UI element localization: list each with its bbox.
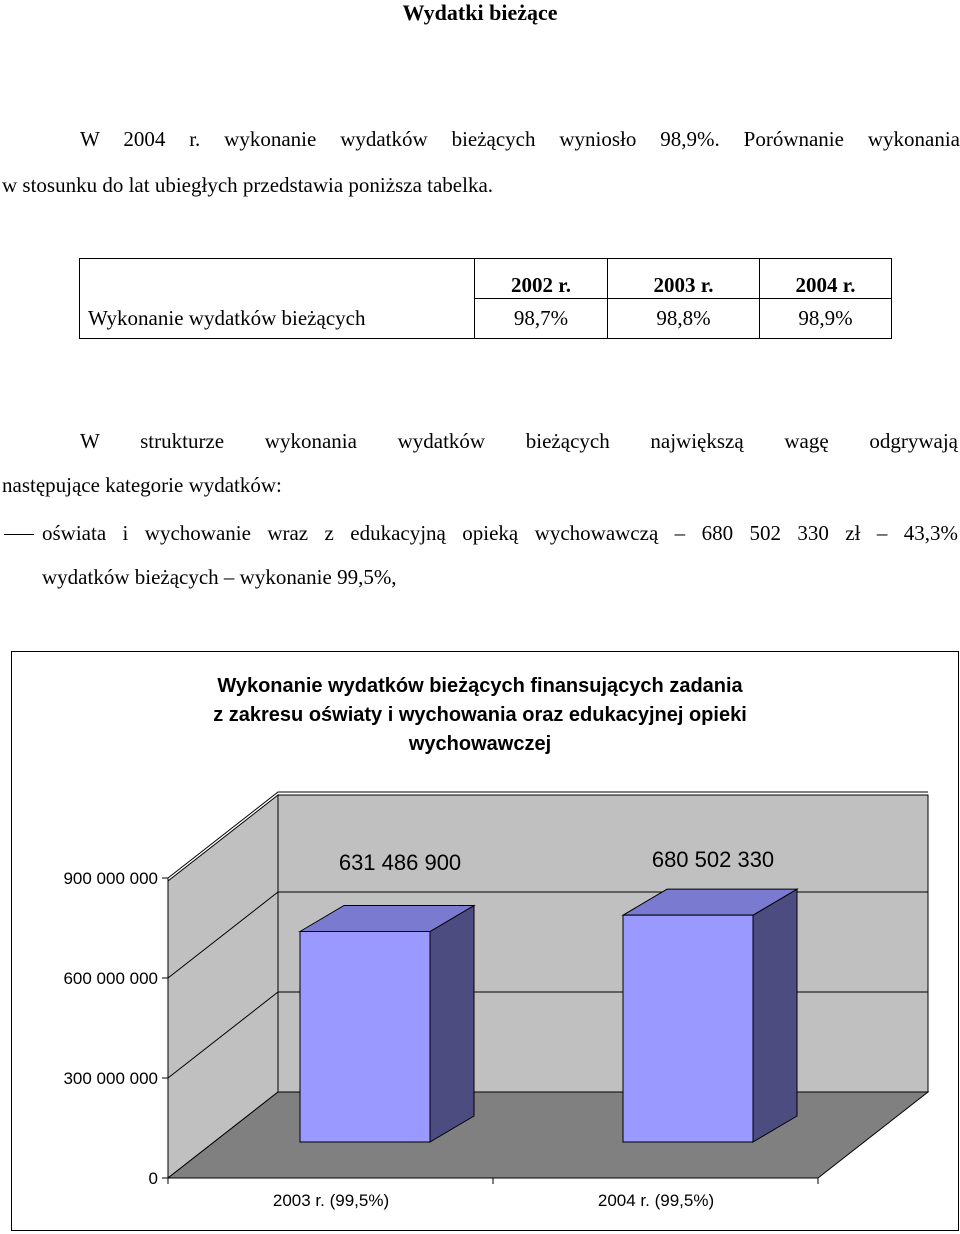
- table-header-2002: 2002 r.: [475, 259, 608, 299]
- bullet-item-line-2: wydatków bieżących – wykonanie 99,5%,: [42, 565, 397, 589]
- y-tick-label: 900 000 000: [63, 869, 158, 888]
- x-tick-label: 2003 r. (99,5%): [272, 1191, 390, 1210]
- chart-title-line-1: Wykonanie wydatków bieżących finansujących zadania: [217, 675, 743, 697]
- table-cell-2002: 98,7%: [475, 299, 608, 339]
- structure-paragraph-line-2: następujące kategorie wydatków:: [2, 473, 282, 497]
- structure-paragraph-line-1: W strukturze wykonania wydatków bieżących największą wagę odgrywają: [80, 429, 958, 453]
- bullet-item-line-1: oświata i wychowanie wraz z edukacyjną opieką wychowawczą – 680 502 330 zł – 43,3%: [42, 521, 958, 545]
- data-label: 631 486 900: [338, 850, 462, 875]
- chart-floor: [168, 1092, 928, 1178]
- bar: [623, 915, 753, 1142]
- bar-side: [430, 906, 474, 1142]
- y-tick-label: 300 000 000: [63, 1069, 158, 1088]
- bar: [300, 932, 430, 1142]
- table-cell-2003: 98,8%: [608, 299, 760, 339]
- data-label: 680 502 330: [651, 847, 775, 872]
- y-tick-label: 600 000 000: [63, 969, 158, 988]
- bar-side: [753, 889, 797, 1142]
- table-header-2003: 2003 r.: [608, 259, 760, 299]
- x-tick-label: 2004 r. (99,5%): [597, 1191, 715, 1210]
- table-cell-2004: 98,9%: [760, 299, 892, 339]
- chart-title-line-2: z zakresu oświaty i wychowania oraz edukacyjnej opieki: [213, 704, 747, 726]
- section-heading: Wydatki bieżące: [402, 0, 558, 25]
- y-tick-label: 0: [148, 1169, 158, 1188]
- table-header-2004: 2004 r.: [760, 259, 892, 299]
- intro-paragraph-line-2: w stosunku do lat ubiegłych przedstawia poniższa tabelka.: [2, 173, 494, 197]
- table-row-label: Wykonanie wydatków bieżących: [80, 299, 475, 339]
- intro-paragraph-line-1: W 2004 r. wykonanie wydatków bieżących wyniosło 98,9%. Porównanie wykonania: [80, 127, 960, 151]
- chart-title-line-3: wychowawczej: [408, 733, 552, 755]
